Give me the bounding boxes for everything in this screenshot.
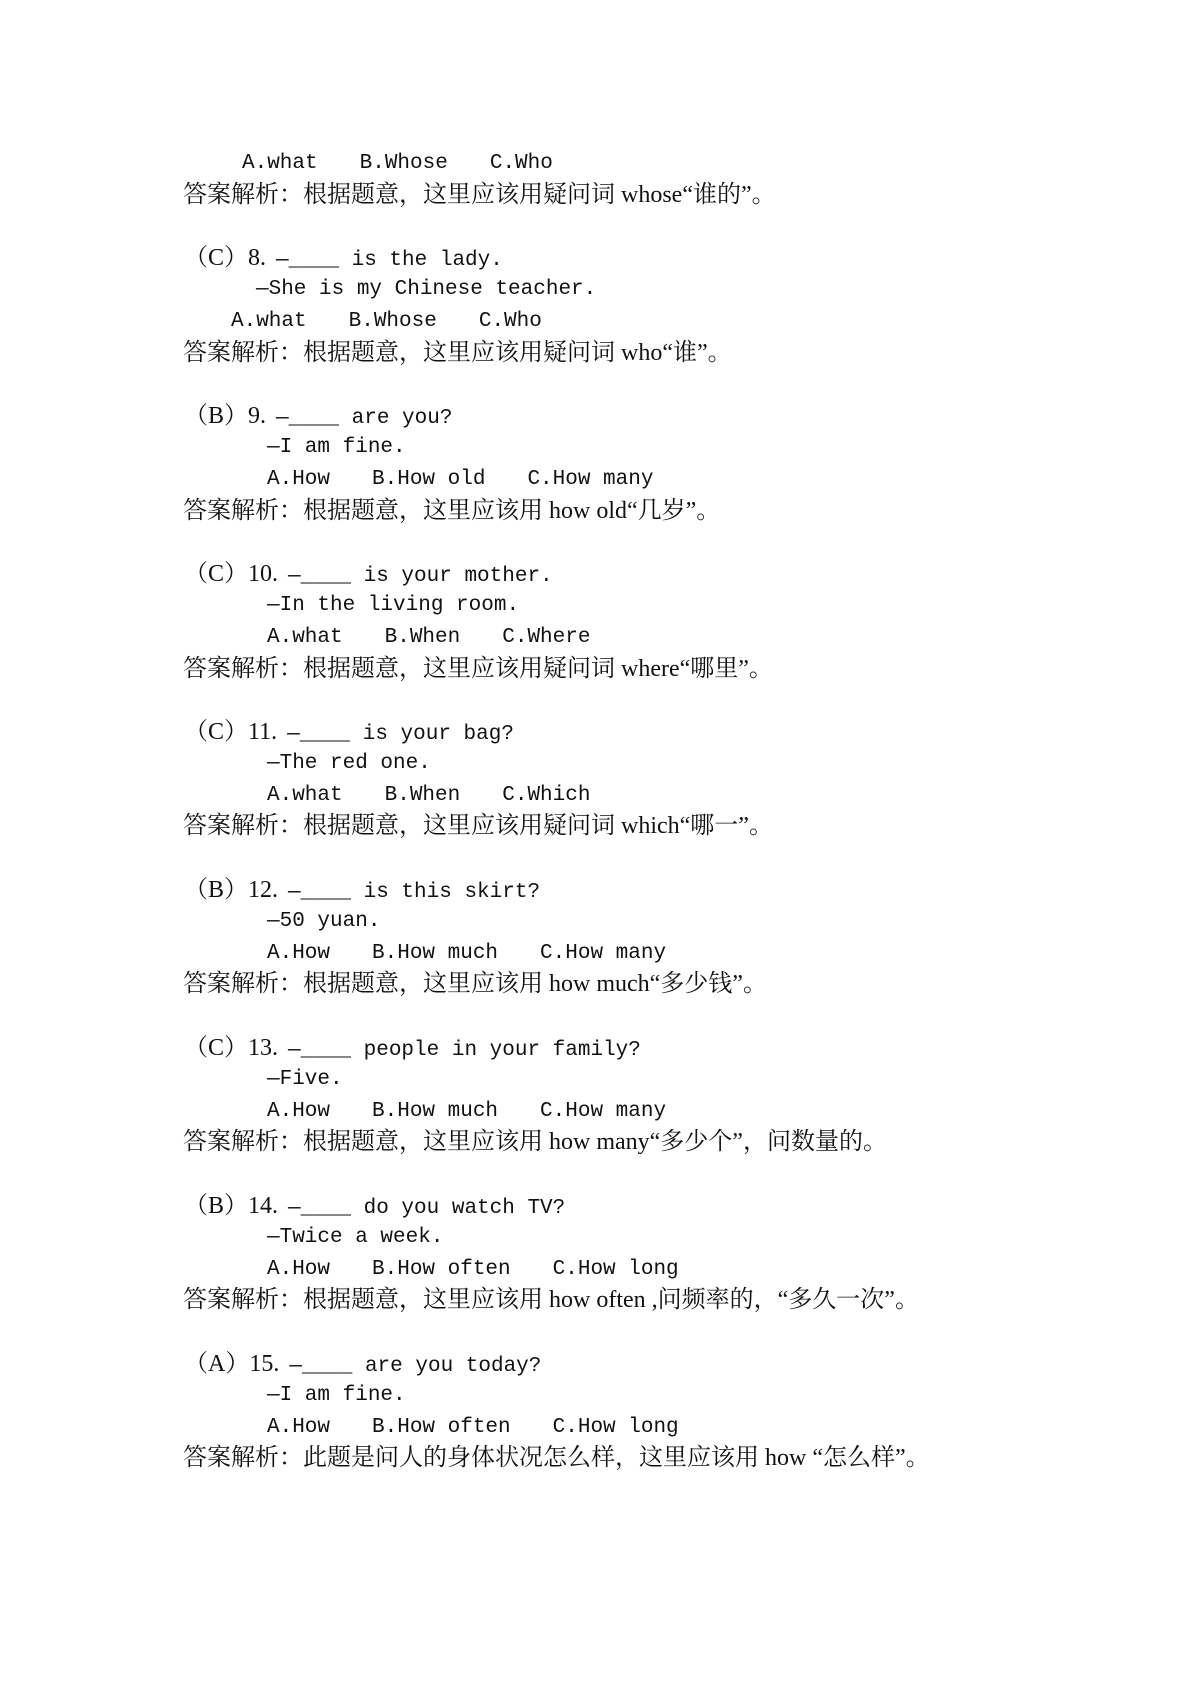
- dialogue-reply: —I am fine.: [267, 436, 406, 460]
- answer-explanation: 答案解析：根据题意，这里应该用疑问词 which“哪一”。: [183, 813, 773, 840]
- option-a: A.How: [267, 1415, 331, 1439]
- answer-explanation: 答案解析：根据题意，这里应该用 how old“几岁”。: [183, 497, 721, 524]
- question-stem: —____ is your mother.: [288, 564, 553, 588]
- answer-key: （C）: [184, 244, 249, 271]
- answer-explanation: 答案解析：根据题意，这里应该用 how often ,问频率的，“多久一次”。: [183, 1287, 919, 1314]
- option-a: A.what: [267, 783, 343, 807]
- question-item: [0, 369, 1200, 527]
- answer-key: （C）: [184, 718, 249, 745]
- question-item: [0, 1159, 1200, 1317]
- option-b: B.Whose: [359, 152, 448, 175]
- dialogue-reply: —I am fine.: [267, 1384, 406, 1408]
- options-line: [0, 1254, 1200, 1286]
- question-item: [0, 527, 1200, 685]
- option-c: C.How many: [527, 467, 654, 491]
- answer-key: （C）: [184, 560, 249, 587]
- options-line: [0, 306, 1200, 338]
- question-line: [0, 243, 1200, 275]
- answer-explanation: 答案解析：根据题意，这里应该用疑问词 who“谁”。: [183, 339, 732, 366]
- answer-explanation: 答案解析：此题是问人的身体状况怎么样，这里应该用 how “怎么样”。: [183, 1445, 930, 1472]
- option-c: C.Who: [489, 152, 553, 175]
- question-number: 14.: [248, 1192, 279, 1219]
- option-a: A.what: [231, 309, 307, 333]
- question-number: 11.: [248, 718, 278, 745]
- question-line: [0, 1191, 1200, 1223]
- option-c: C.How long: [552, 1257, 679, 1281]
- option-b: B.When: [384, 783, 461, 807]
- option-c: C.How long: [552, 1415, 679, 1439]
- question-stem: —____ people in your family?: [288, 1038, 641, 1062]
- answer-explanation: 答案解析：根据题意，这里应该用疑问词 where“哪里”。: [183, 655, 773, 682]
- spacer: [0, 1159, 1200, 1191]
- options-line: [0, 780, 1200, 812]
- dialogue-reply: —The red one.: [267, 752, 431, 776]
- question-number: 10.: [248, 560, 279, 587]
- question-line: [0, 1033, 1200, 1065]
- question-number: 13.: [248, 1034, 279, 1061]
- option-b: B.Whose: [348, 309, 437, 333]
- option-b: B.How old: [372, 467, 486, 491]
- question-item: [0, 1317, 1200, 1475]
- question-stem: —____ do you watch TV?: [288, 1196, 566, 1220]
- answer-explanation: 答案解析：根据题意，这里应该用疑问词 whose“谁的”。: [183, 181, 776, 208]
- dialogue-reply: —Five.: [267, 1068, 343, 1092]
- answer-key: （B）: [184, 402, 249, 429]
- spacer: [0, 1317, 1200, 1349]
- question-stem: —____ is your bag?: [287, 722, 514, 746]
- question-item: [0, 685, 1200, 843]
- question-stem: —____ is the lady.: [276, 248, 503, 272]
- dialogue-reply: —Twice a week.: [267, 1226, 444, 1250]
- option-c: C.How many: [540, 1099, 667, 1123]
- option-a: A.what: [267, 625, 343, 649]
- option-c: C.How many: [540, 941, 667, 965]
- spacer: [0, 1001, 1200, 1033]
- spacer: [0, 211, 1200, 243]
- spacer: [0, 685, 1200, 717]
- question-number: 9.: [248, 402, 267, 429]
- answer-sheet: [0, 148, 1200, 1475]
- options-line: [0, 938, 1200, 970]
- answer-explanation: 答案解析：根据题意，这里应该用 how much“多少钱”。: [183, 971, 767, 998]
- option-a: A.what: [242, 152, 318, 175]
- spacer: [0, 369, 1200, 401]
- question-stem: —____ are you today?: [289, 1354, 542, 1378]
- question-line: [0, 559, 1200, 591]
- option-c: C.Where: [502, 625, 591, 649]
- option-a: A.How: [267, 941, 331, 965]
- question-7-tail: [0, 148, 1200, 211]
- options-line: [0, 464, 1200, 496]
- option-c: C.Who: [478, 309, 542, 333]
- answer-key: （C）: [184, 1034, 249, 1061]
- answer-key: （A）: [184, 1350, 250, 1377]
- question-line: [0, 401, 1200, 433]
- options-line: [0, 1096, 1200, 1128]
- option-b: B.When: [384, 625, 461, 649]
- answer-key: （B）: [184, 876, 249, 903]
- question-item: [0, 1001, 1200, 1159]
- question-list: [0, 211, 1200, 1475]
- option-b: B.How much: [372, 941, 499, 965]
- dialogue-reply: —She is my Chinese teacher.: [256, 278, 597, 302]
- option-b: B.How much: [372, 1099, 499, 1123]
- option-b: B.How often: [372, 1415, 511, 1439]
- dialogue-reply: —In the living room.: [267, 594, 520, 618]
- question-number: 12.: [248, 876, 279, 903]
- answer-key: （B）: [184, 1192, 249, 1219]
- question-item: [0, 843, 1200, 1001]
- question-line: [0, 1349, 1200, 1381]
- option-c: C.Which: [502, 783, 591, 807]
- option-a: A.How: [267, 467, 331, 491]
- options-line: [0, 148, 1200, 180]
- option-a: A.How: [267, 1257, 331, 1281]
- question-stem: —____ are you?: [276, 406, 453, 430]
- answer-explanation: 答案解析：根据题意，这里应该用 how many“多少个”，问数量的。: [183, 1129, 887, 1156]
- question-number: 15.: [249, 1350, 280, 1377]
- question-line: [0, 875, 1200, 907]
- question-item: [0, 211, 1200, 369]
- spacer: [0, 527, 1200, 559]
- options-line: [0, 1412, 1200, 1444]
- question-stem: —____ is this skirt?: [288, 880, 541, 904]
- spacer: [0, 843, 1200, 875]
- option-b: B.How often: [372, 1257, 511, 1281]
- dialogue-reply: —50 yuan.: [267, 910, 381, 934]
- question-line: [0, 717, 1200, 749]
- option-a: A.How: [267, 1099, 331, 1123]
- options-line: [0, 622, 1200, 654]
- question-number: 8.: [248, 244, 267, 271]
